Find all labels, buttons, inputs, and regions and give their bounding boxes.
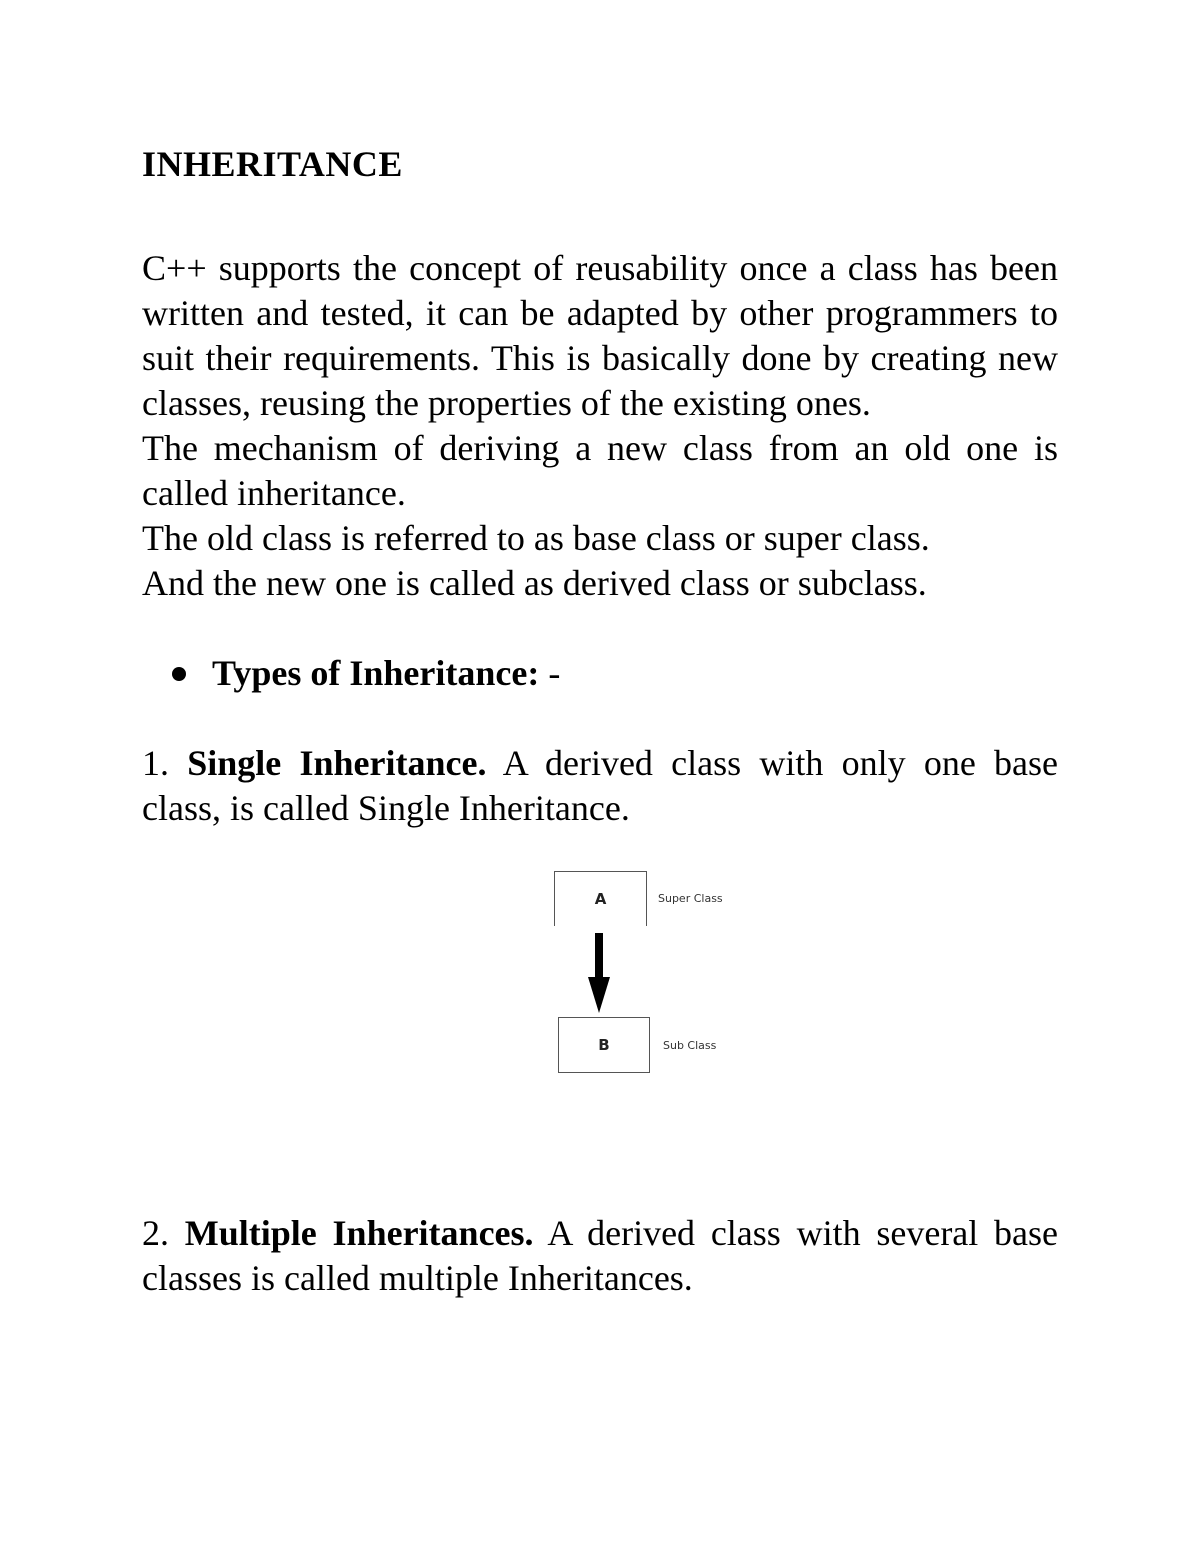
document-page <box>142 140 1058 1301</box>
sub-class-label: Sub Class <box>663 1039 717 1052</box>
definition-paragraph: The mechanism of deriving a new class from an old one is called inheritance. <box>142 428 1058 513</box>
multiple-inheritance-item <box>142 1211 1058 1301</box>
spacer <box>142 606 1058 651</box>
arrow-down-icon <box>586 933 612 1013</box>
sub-class-box: B <box>558 1017 650 1073</box>
single-inheritance-item <box>142 741 1058 831</box>
base-class-paragraph: The old class is referred to as base class or super class. <box>142 518 930 558</box>
item-term: Single Inheritance. <box>187 743 487 783</box>
single-inheritance-diagram <box>142 871 1058 1171</box>
bullet-suffix: - <box>539 653 561 693</box>
item-number: 2. <box>142 1213 185 1253</box>
item-description: A derived class with only one base class, is called Single Inheritance. <box>142 743 1059 828</box>
spacer <box>142 1171 1058 1211</box>
bullet-heading: Types of Inheritance: <box>212 653 540 693</box>
derived-class-paragraph: And the new one is called as derived class or subclass. <box>142 563 927 603</box>
intro-paragraph: C++ supports the concept of reusability once a class has been written and tested, it can be adapted by other programmers to suit their requirements. This is basically done by creating new classes, reusing the properties of the existing ones. <box>142 248 1058 423</box>
bullet-text <box>212 651 560 696</box>
item-description: A derived class with several base classes is called multiple Inheritances. <box>142 1213 1059 1298</box>
bullet-icon <box>172 667 186 681</box>
item-term: Multiple Inheritances. <box>184 1213 534 1253</box>
spacer <box>142 188 1058 246</box>
document-title: INHERITANCE <box>142 144 403 184</box>
types-bullet <box>142 651 1058 696</box>
super-class-box: A <box>554 871 647 926</box>
item-number: 1. <box>142 743 188 783</box>
spacer <box>142 696 1058 741</box>
super-class-label: Super Class <box>658 892 723 905</box>
